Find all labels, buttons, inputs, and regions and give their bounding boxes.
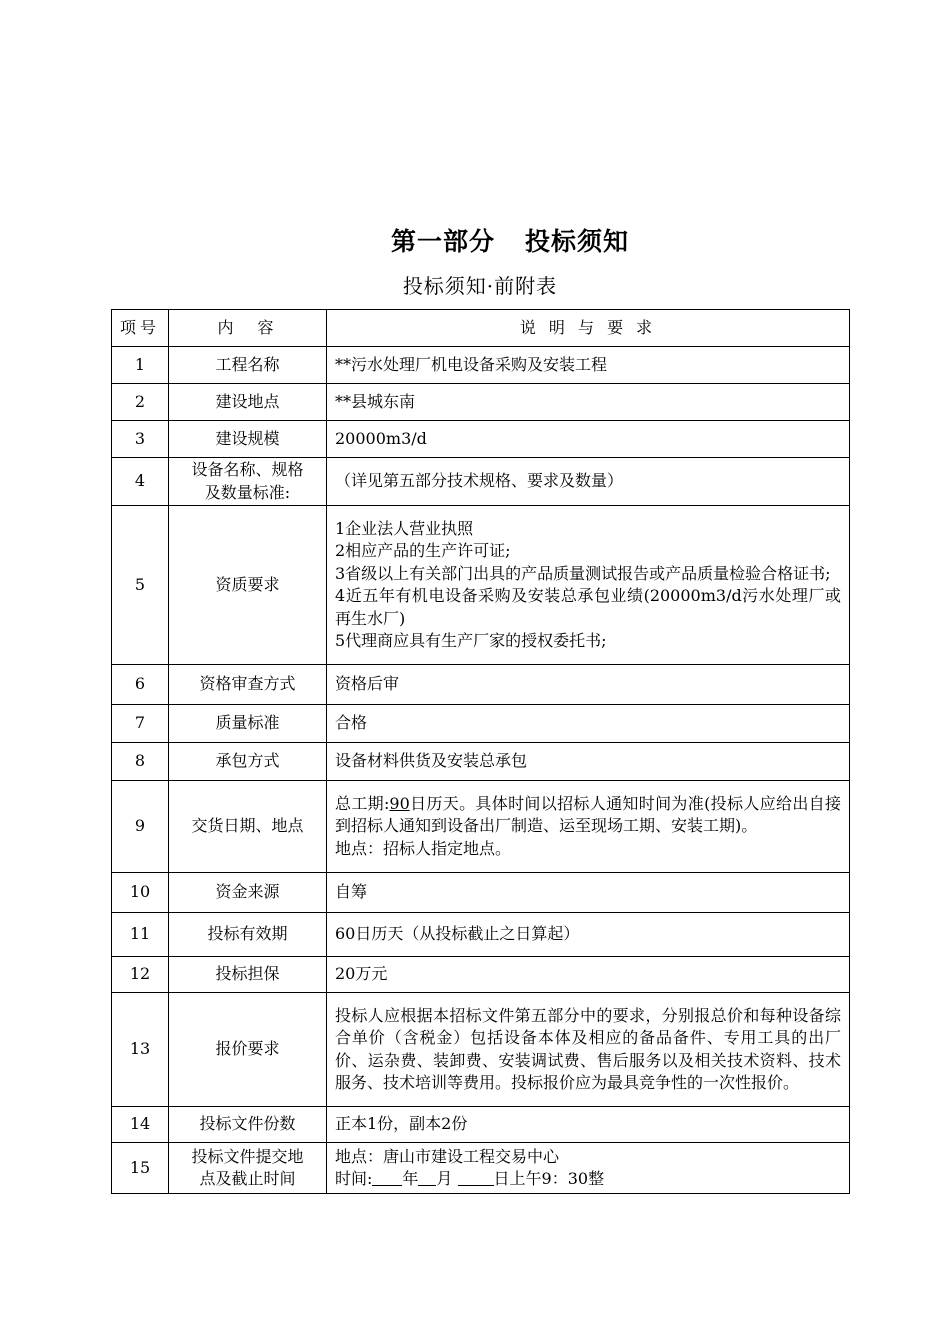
table-row: [112, 781, 850, 873]
row-no: 3: [112, 421, 169, 458]
row-desc: 合格: [327, 705, 850, 743]
row-no: 9: [112, 781, 169, 873]
desc-line: 3省级以上有关部门出具的产品质量测试报告或产品质量检验合格证书;: [335, 563, 831, 583]
desc-line: 4近五年有机电设备采购及安装总承包业绩(20000m3/d污水处理厂或再生水厂): [335, 586, 841, 628]
row-name: 承包方式: [169, 743, 327, 781]
row-no: 2: [112, 384, 169, 421]
table-row: [112, 743, 850, 781]
row-no: 11: [112, 913, 169, 957]
table-row: [112, 384, 850, 421]
table-header-row: [112, 310, 850, 347]
title-main: 投标须知: [525, 227, 630, 256]
row-name-line: 投标文件提交地: [191, 1146, 304, 1166]
row-no: 6: [112, 665, 169, 705]
row-no: 4: [112, 458, 169, 506]
time-month: 月: [436, 1169, 453, 1188]
table-row: [112, 913, 850, 957]
row-no: 15: [112, 1143, 169, 1194]
row-name: 工程名称: [169, 347, 327, 384]
page-subtitle: 投标须知·前附表: [402, 274, 558, 298]
row-no: 8: [112, 743, 169, 781]
row-desc: 资格后审: [327, 665, 850, 705]
row-desc: 20万元: [327, 957, 850, 993]
row-desc: 自筹: [327, 873, 850, 913]
table-row: [112, 458, 850, 506]
row-no: 14: [112, 1107, 169, 1143]
table-row: [112, 1107, 850, 1143]
row-desc: 60日历天（从投标截止之日算起）: [327, 913, 850, 957]
row-no: 1: [112, 347, 169, 384]
row-name: 资格审查方式: [169, 665, 327, 705]
table-row: [112, 873, 850, 913]
row-no: 12: [112, 957, 169, 993]
header-content: 内 容: [169, 310, 327, 347]
table-row: [112, 993, 850, 1107]
time-year: 年: [402, 1169, 419, 1188]
month-blank: [418, 1169, 436, 1186]
table-row: [112, 506, 850, 665]
row-name: [169, 1143, 327, 1194]
row-name: 投标文件份数: [169, 1107, 327, 1143]
row-desc: 正本1份，副本2份: [327, 1107, 850, 1143]
row-desc: **县城东南: [327, 384, 850, 421]
row-name-line: 设备名称、规格: [191, 460, 304, 479]
row-desc: [327, 1143, 850, 1194]
desc-days: 90: [389, 793, 410, 813]
desc-line: 2相应产品的生产许可证;: [335, 541, 511, 560]
row-desc: [327, 506, 850, 665]
row-no: 13: [112, 993, 169, 1107]
row-name-line: 点及截止时间: [199, 1169, 296, 1188]
row-no: 7: [112, 705, 169, 743]
day-blank: [458, 1169, 494, 1186]
table-row: [112, 665, 850, 705]
row-name: 资质要求: [169, 506, 327, 665]
row-desc: （详见第五部分技术规格、要求及数量）: [327, 458, 850, 506]
desc-rest: 日历天。具体时间以招标人通知时间为准(投标人应给出自接到招标人通知到设备出厂制造、运至现场工期、安装工期)。: [335, 793, 841, 836]
title-part: 第一部分: [390, 227, 495, 256]
row-name: 投标担保: [169, 957, 327, 993]
desc-prefix: 总工期:: [335, 793, 390, 813]
desc-line: 5代理商应具有生产厂家的授权委托书;: [335, 631, 607, 650]
header-desc: 说 明 与 要 求: [327, 310, 850, 347]
table-row: [112, 957, 850, 993]
time-label: 时间:: [335, 1169, 373, 1188]
row-name: 建设地点: [169, 384, 327, 421]
desc-line: 1企业法人营业执照: [335, 518, 474, 538]
row-desc: 20000m3/d: [327, 421, 850, 458]
year-blank: [372, 1169, 402, 1186]
row-no: 5: [112, 506, 169, 665]
row-name: 资金来源: [169, 873, 327, 913]
row-no: 10: [112, 873, 169, 913]
row-name: 建设规模: [169, 421, 327, 458]
row-name: 质量标准: [169, 705, 327, 743]
row-desc: 投标人应根据本招标文件第五部分中的要求，分别报总价和每种设备综合单价（含税金）包括设备本体及相应的备品备件、专用工具的出厂价、运杂费、装卸费、安装调试费、售后服务以及相关技术资料、技术服务、技术培训等费用。投标报价应为最具竞争性的一次性报价。: [327, 993, 850, 1107]
requirements-table: [111, 309, 850, 1194]
time-day: 日上午9：30整: [493, 1169, 605, 1188]
table-row: [112, 1143, 850, 1194]
table-row: [112, 347, 850, 384]
table-row: [112, 421, 850, 458]
row-name-line: 及数量标准:: [204, 482, 291, 502]
table-row: [112, 705, 850, 743]
row-name: 交货日期、地点: [169, 781, 327, 873]
row-name: [169, 458, 327, 506]
row-name: 投标有效期: [169, 913, 327, 957]
row-desc: **污水处理厂机电设备采购及安装工程: [327, 347, 850, 384]
desc-time: [335, 1168, 841, 1191]
row-desc: [327, 781, 850, 873]
desc-place: 地点：唐山市建设工程交易中心: [335, 1146, 560, 1166]
page-title: [0, 222, 950, 258]
desc-place: 地点：招标人指定地点。: [335, 838, 512, 858]
row-desc: 设备材料供货及安装总承包: [327, 743, 850, 781]
header-no: 项号: [112, 310, 169, 347]
row-name: 报价要求: [169, 993, 327, 1107]
